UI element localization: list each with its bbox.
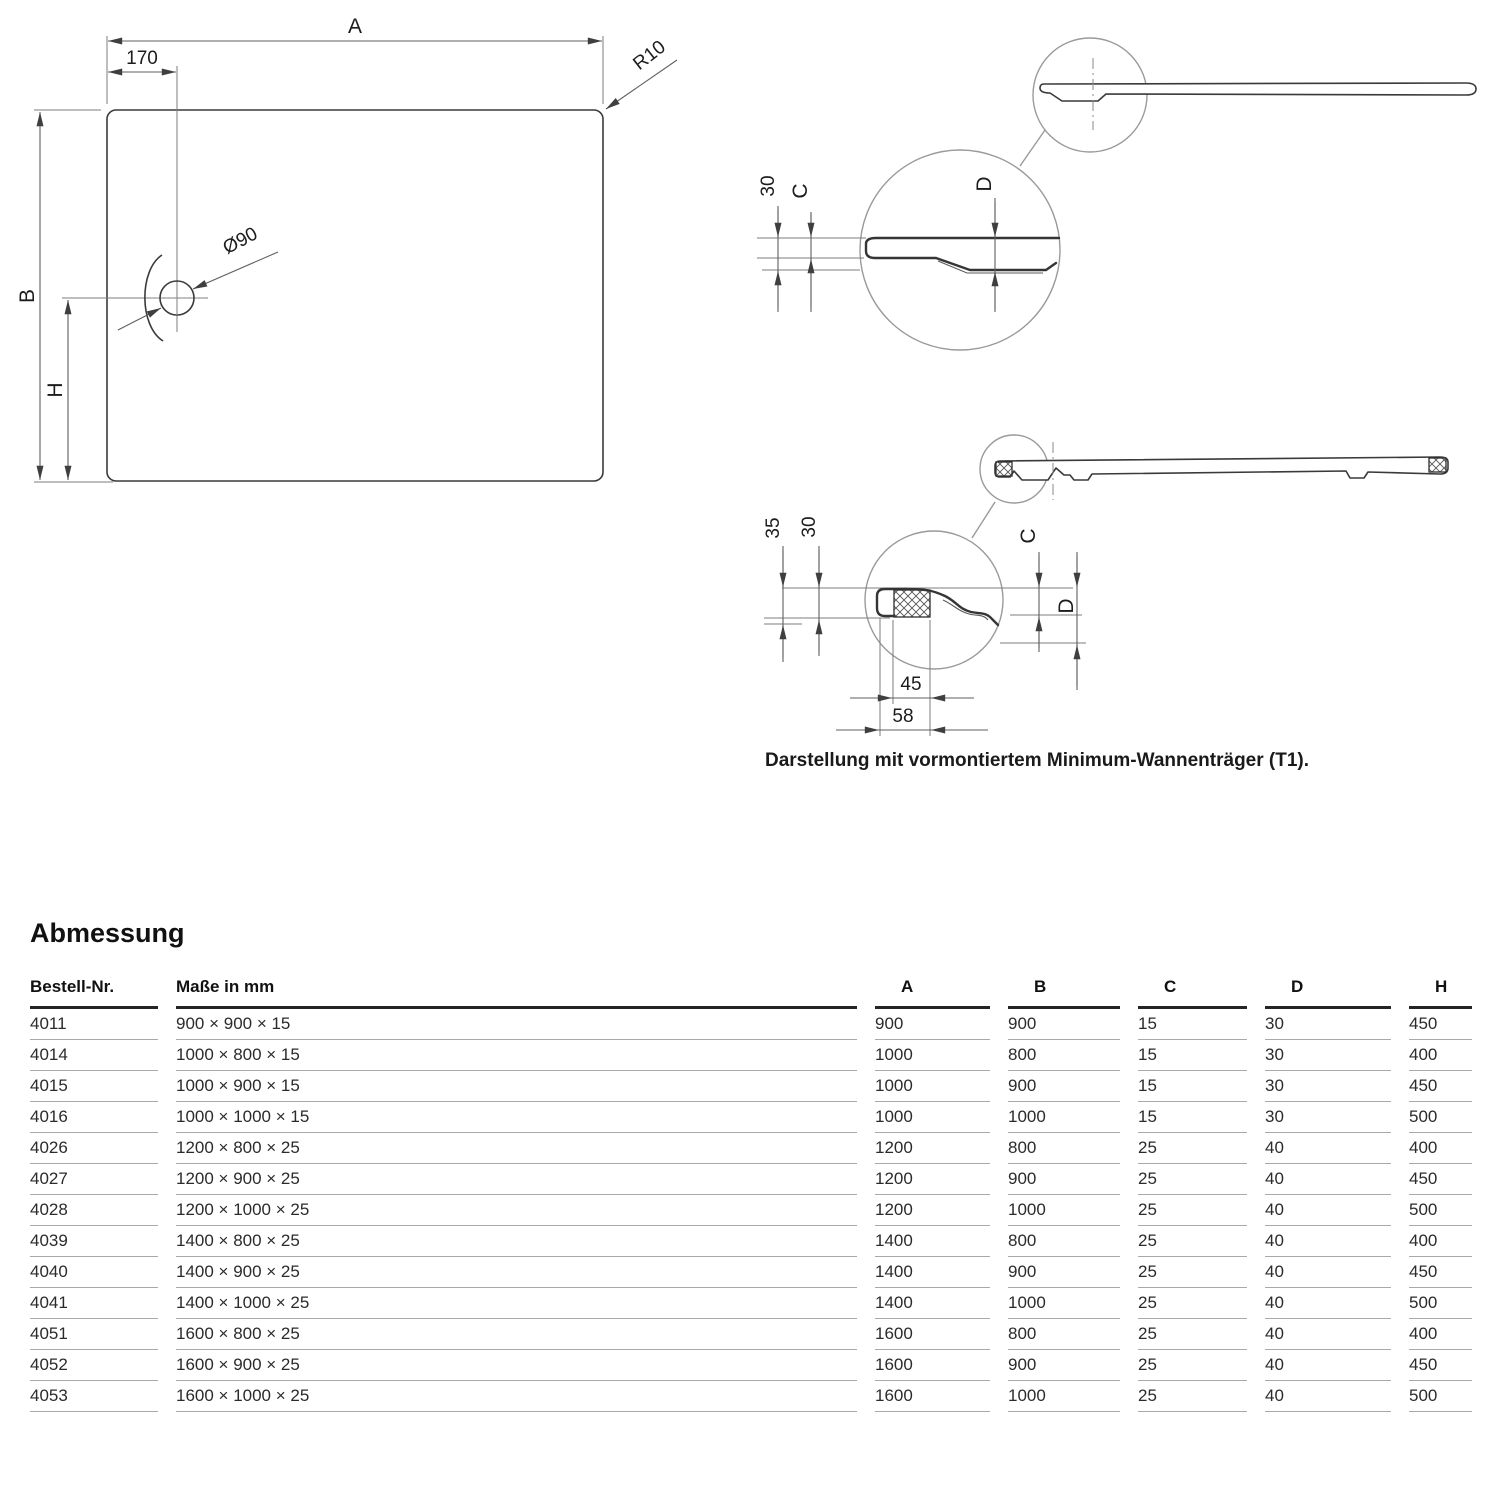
col-header-a: A xyxy=(875,977,990,1009)
cell-c: 25 xyxy=(1138,1319,1247,1350)
cell-c: 25 xyxy=(1138,1195,1247,1226)
cell-nr: 4026 xyxy=(30,1133,158,1164)
cell-d: 30 xyxy=(1265,1040,1391,1071)
cell-h: 500 xyxy=(1409,1288,1472,1319)
detail-circle-1 xyxy=(860,150,1060,350)
cell-h: 500 xyxy=(1409,1195,1472,1226)
cell-d: 30 xyxy=(1265,1102,1391,1133)
cell-nr: 4052 xyxy=(30,1350,158,1381)
col-header-masse: Maße in mm xyxy=(176,977,857,1009)
dim-label-a: A xyxy=(347,15,363,38)
cell-h: 500 xyxy=(1409,1381,1472,1412)
section-view-top xyxy=(757,38,1476,350)
cell-d: 40 xyxy=(1265,1350,1391,1381)
cell-b: 900 xyxy=(1008,1257,1120,1288)
cell-b: 800 xyxy=(1008,1226,1120,1257)
section-heading: Abmessung xyxy=(30,918,185,948)
cell-a: 1000 xyxy=(875,1040,990,1071)
cell-dim: 900 × 900 × 15 xyxy=(176,1009,857,1040)
cell-d: 30 xyxy=(1265,1009,1391,1040)
cell-a: 1200 xyxy=(875,1164,990,1195)
cell-a: 1400 xyxy=(875,1226,990,1257)
col-header-c: C xyxy=(1138,977,1247,1009)
s2-label-30: 30 xyxy=(799,516,820,538)
cell-b: 900 xyxy=(1008,1071,1120,1102)
cell-nr: 4040 xyxy=(30,1257,158,1288)
cell-c: 25 xyxy=(1138,1381,1247,1412)
cell-d: 40 xyxy=(1265,1288,1391,1319)
detail-leader-2 xyxy=(972,502,995,538)
cell-a: 1000 xyxy=(875,1071,990,1102)
cell-dim: 1200 × 1000 × 25 xyxy=(176,1195,857,1226)
cell-a: 1600 xyxy=(875,1350,990,1381)
cell-dim: 1400 × 1000 × 25 xyxy=(176,1288,857,1319)
support-block-left-small xyxy=(996,462,1012,476)
cell-b: 800 xyxy=(1008,1133,1120,1164)
s2-label-35: 35 xyxy=(763,517,784,539)
cell-d: 40 xyxy=(1265,1381,1391,1412)
drawing-caption: Darstellung mit vormontiertem Minimum-Wannenträger (T1). xyxy=(765,750,1310,771)
cell-c: 15 xyxy=(1138,1040,1247,1071)
cell-a: 1200 xyxy=(875,1133,990,1164)
cell-nr: 4028 xyxy=(30,1195,158,1226)
s2-label-d: D xyxy=(1055,598,1078,614)
cell-a: 1000 xyxy=(875,1102,990,1133)
cell-b: 1000 xyxy=(1008,1288,1120,1319)
top-view-drawing xyxy=(16,15,677,482)
cell-c: 25 xyxy=(1138,1350,1247,1381)
tray-outline xyxy=(107,110,603,481)
cell-h: 450 xyxy=(1409,1009,1472,1040)
cell-d: 30 xyxy=(1265,1071,1391,1102)
dim-label-r10: R10 xyxy=(629,36,670,75)
cell-nr: 4011 xyxy=(30,1009,158,1040)
cell-c: 15 xyxy=(1138,1071,1247,1102)
support-block-detail xyxy=(894,590,930,617)
cell-dim: 1000 × 900 × 15 xyxy=(176,1071,857,1102)
cell-b: 900 xyxy=(1008,1164,1120,1195)
s2-label-c: C xyxy=(1017,528,1040,544)
cell-dim: 1600 × 800 × 25 xyxy=(176,1319,857,1350)
col-header-d: D xyxy=(1265,977,1391,1009)
s2-label-45: 45 xyxy=(900,674,922,695)
cell-dim: 1600 × 900 × 25 xyxy=(176,1350,857,1381)
s2-label-58: 58 xyxy=(892,706,914,727)
cell-d: 40 xyxy=(1265,1164,1391,1195)
cell-dim: 1600 × 1000 × 25 xyxy=(176,1381,857,1412)
cell-c: 25 xyxy=(1138,1257,1247,1288)
cell-nr: 4014 xyxy=(30,1040,158,1071)
cell-nr: 4027 xyxy=(30,1164,158,1195)
detail-leader-1 xyxy=(1020,130,1045,166)
cell-h: 400 xyxy=(1409,1226,1472,1257)
cell-d: 40 xyxy=(1265,1257,1391,1288)
cell-a: 900 xyxy=(875,1009,990,1040)
profile-1 xyxy=(1040,83,1476,101)
cell-dim: 1200 × 800 × 25 xyxy=(176,1133,857,1164)
cell-d: 40 xyxy=(1265,1133,1391,1164)
s1-label-30: 30 xyxy=(758,175,779,197)
cell-a: 1600 xyxy=(875,1319,990,1350)
support-block-right-small xyxy=(1429,458,1446,472)
cell-b: 1000 xyxy=(1008,1195,1120,1226)
cell-a: 1200 xyxy=(875,1195,990,1226)
leader-drain-2 xyxy=(118,308,161,330)
cell-d: 40 xyxy=(1265,1226,1391,1257)
cell-dim: 1200 × 900 × 25 xyxy=(176,1164,857,1195)
cell-nr: 4053 xyxy=(30,1381,158,1412)
cell-a: 1400 xyxy=(875,1257,990,1288)
cell-nr: 4051 xyxy=(30,1319,158,1350)
dimensions-table xyxy=(30,977,1490,1412)
profile-2 xyxy=(995,457,1448,480)
cell-nr: 4016 xyxy=(30,1102,158,1133)
cell-dim: 1000 × 800 × 15 xyxy=(176,1040,857,1071)
cell-c: 15 xyxy=(1138,1102,1247,1133)
dim-label-h: H xyxy=(44,382,67,398)
dim-label-drain: Ø90 xyxy=(219,223,262,259)
cell-dim: 1400 × 900 × 25 xyxy=(176,1257,857,1288)
cell-c: 25 xyxy=(1138,1288,1247,1319)
cell-b: 800 xyxy=(1008,1319,1120,1350)
section-view-bottom xyxy=(763,435,1448,736)
cell-c: 25 xyxy=(1138,1133,1247,1164)
cell-b: 800 xyxy=(1008,1040,1120,1071)
cell-b: 900 xyxy=(1008,1009,1120,1040)
cell-b: 1000 xyxy=(1008,1381,1120,1412)
cell-c: 25 xyxy=(1138,1226,1247,1257)
cell-b: 1000 xyxy=(1008,1102,1120,1133)
cell-h: 450 xyxy=(1409,1350,1472,1381)
cell-h: 450 xyxy=(1409,1071,1472,1102)
cell-c: 25 xyxy=(1138,1164,1247,1195)
col-header-bestellnr: Bestell-Nr. xyxy=(30,977,158,1009)
cell-a: 1400 xyxy=(875,1288,990,1319)
cell-d: 40 xyxy=(1265,1319,1391,1350)
col-header-h: H xyxy=(1409,977,1472,1009)
cell-b: 900 xyxy=(1008,1350,1120,1381)
cell-h: 450 xyxy=(1409,1257,1472,1288)
s1-label-c: C xyxy=(789,183,812,199)
cell-h: 500 xyxy=(1409,1102,1472,1133)
cell-h: 400 xyxy=(1409,1319,1472,1350)
col-header-b: B xyxy=(1008,977,1120,1009)
cell-nr: 4015 xyxy=(30,1071,158,1102)
dim-label-b: B xyxy=(16,288,39,304)
dim-label-170: 170 xyxy=(126,48,158,69)
cell-a: 1600 xyxy=(875,1381,990,1412)
cell-d: 40 xyxy=(1265,1195,1391,1226)
cell-dim: 1000 × 1000 × 15 xyxy=(176,1102,857,1133)
cell-h: 400 xyxy=(1409,1133,1472,1164)
cell-dim: 1400 × 800 × 25 xyxy=(176,1226,857,1257)
s1-label-d: D xyxy=(973,176,996,192)
detail-circle-2 xyxy=(865,531,1003,669)
cell-h: 450 xyxy=(1409,1164,1472,1195)
cell-h: 400 xyxy=(1409,1040,1472,1071)
leader-drain-1 xyxy=(193,252,278,289)
detail-profile-1 xyxy=(866,238,1059,270)
cell-nr: 4041 xyxy=(30,1288,158,1319)
cell-nr: 4039 xyxy=(30,1226,158,1257)
cell-c: 15 xyxy=(1138,1009,1247,1040)
